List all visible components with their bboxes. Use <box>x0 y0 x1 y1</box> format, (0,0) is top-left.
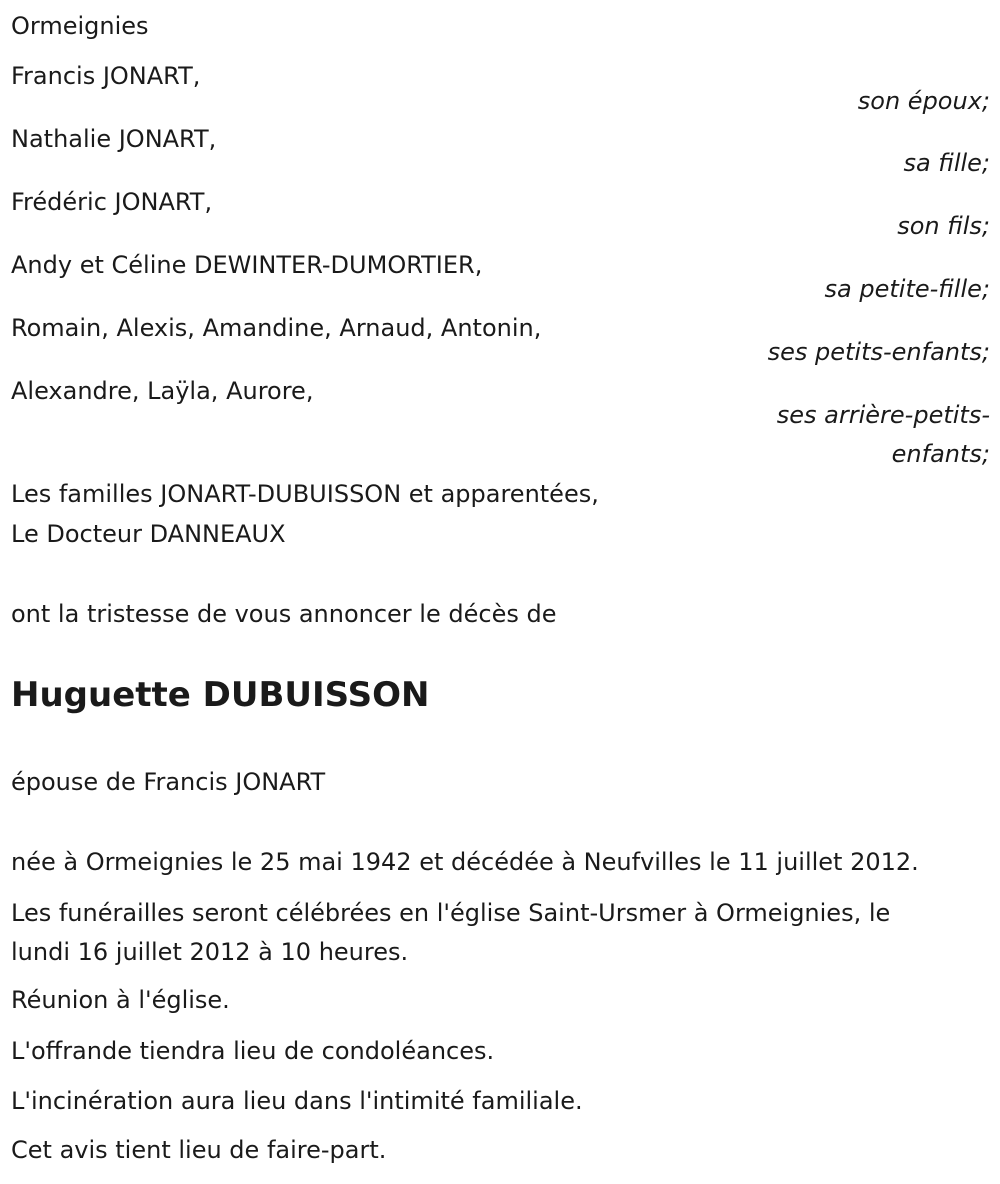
family-name-grandchildren: Romain, Alexis, Amandine, Arnaud, Antonin, <box>11 314 542 342</box>
family-relation-great-grandchildren-line2: enfants; <box>891 440 990 468</box>
family-relation-great-grandchildren-line1: ses arrière-petits- <box>776 401 990 429</box>
notice-text: Cet avis tient lieu de faire-part. <box>11 1136 387 1164</box>
funeral-text-line2: lundi 16 juillet 2012 à 10 heures. <box>11 938 409 966</box>
spouse-text: épouse de Francis JONART <box>11 768 326 796</box>
location-text: Ormeignies <box>11 12 149 40</box>
announcement-text: ont la tristesse de vous annoncer le décès de <box>11 600 557 628</box>
family-name-great-grandchildren: Alexandre, Laÿla, Aurore, <box>11 377 314 405</box>
family-relation-daughter: sa fille; <box>903 149 990 177</box>
meeting-text: Réunion à l'église. <box>11 986 230 1014</box>
family-name-son: Frédéric JONART, <box>11 188 213 216</box>
family-name-spouse: Francis JONART, <box>11 62 201 90</box>
family-name-granddaughter: Andy et Céline DEWINTER-DUMORTIER, <box>11 251 483 279</box>
offering-text: L'offrande tiendra lieu de condoléances. <box>11 1037 495 1065</box>
cremation-text: L'incinération aura lieu dans l'intimité familiale. <box>11 1087 583 1115</box>
family-name-daughter: Nathalie JONART, <box>11 125 217 153</box>
birth-death-text: née à Ormeignies le 25 mai 1942 et décédée à Neufvilles le 11 juillet 2012. <box>11 848 919 876</box>
deceased-name: Huguette DUBUISSON <box>11 675 430 715</box>
family-relation-grandchildren: ses petits-enfants; <box>767 338 990 366</box>
family-relation-son: son fils; <box>897 212 990 240</box>
family-relation-granddaughter: sa petite-fille; <box>824 275 990 303</box>
family-relation-spouse: son époux; <box>857 87 990 115</box>
extended-family-text: Les familles JONART-DUBUISSON et apparentées, <box>11 480 599 508</box>
doctor-text: Le Docteur DANNEAUX <box>11 520 286 548</box>
funeral-text-line1: Les funérailles seront célébrées en l'église Saint-Ursmer à Ormeignies, le <box>11 899 891 927</box>
